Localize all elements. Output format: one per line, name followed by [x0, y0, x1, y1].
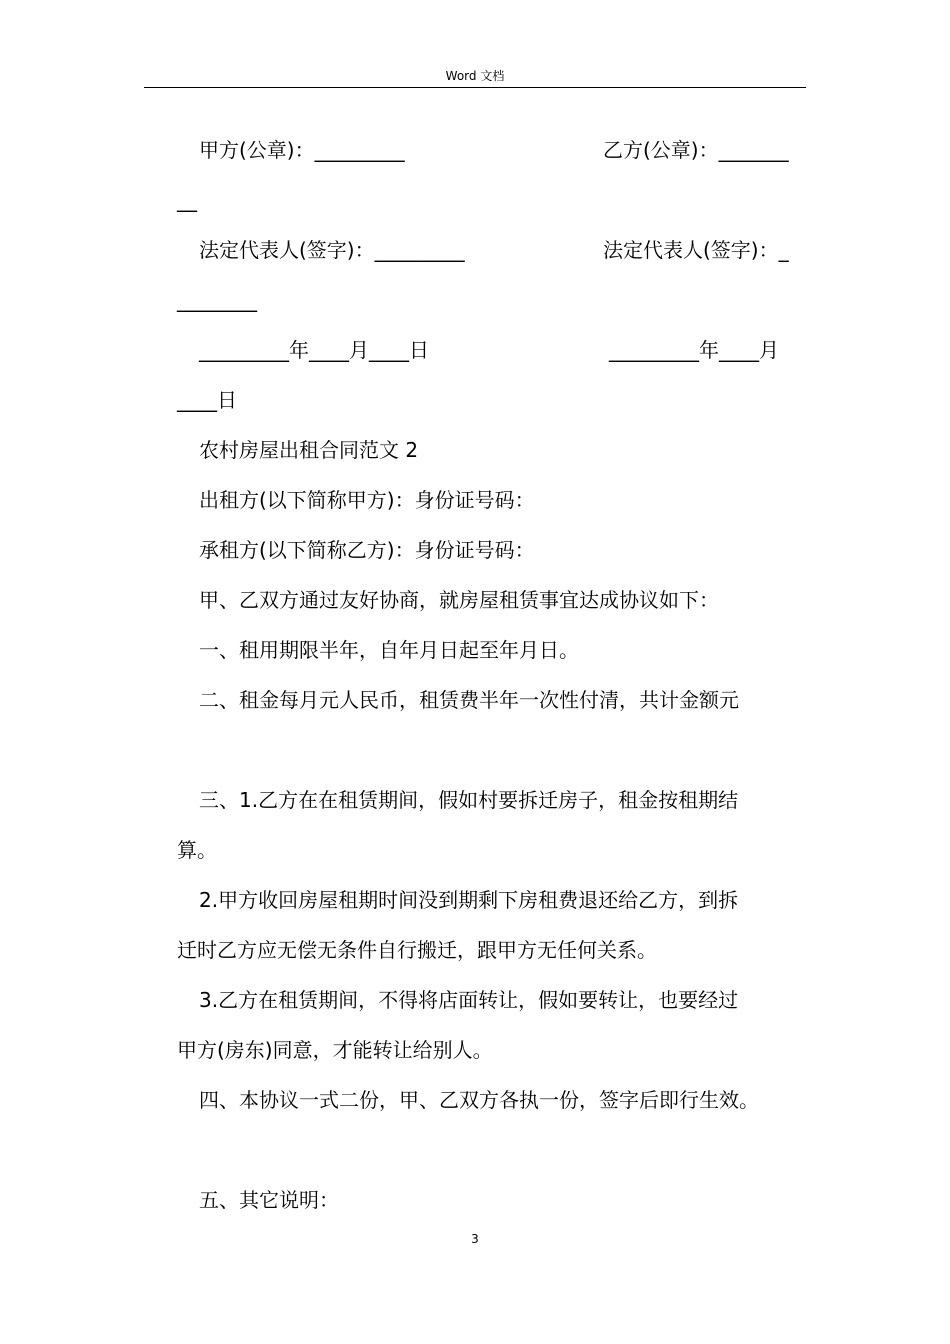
page-number: 3 [471, 1232, 479, 1246]
clause-3-2-continued: 迁时乙方应无偿无条件自行搬迁，跟甲方无任何关系。 [177, 938, 657, 962]
clause-1: 一、租用期限半年，自年月日起至年月日。 [199, 638, 579, 662]
clause-5: 五、其它说明： [199, 1188, 339, 1212]
signature-party-b: 乙方(公章)：_______ [603, 138, 789, 162]
signature-party-a: 甲方(公章)：_________ [199, 138, 405, 162]
date-b: _________年____月 [609, 338, 779, 362]
lessor-line: 出租方(以下简称甲方)：身份证号码： [199, 488, 535, 512]
clause-2: 二、租金每月元人民币，租赁费半年一次性付清，共计金额元 [199, 688, 739, 712]
clause-4: 四、本协议一式二份，甲、乙双方各执一份，签字后即行生效。 [199, 1088, 759, 1112]
lessee-line: 承租方(以下简称乙方)：身份证号码： [199, 538, 535, 562]
legal-rep-a: 法定代表人(签字)：_________ [199, 238, 465, 262]
clause-3-3-continued: 甲方(房东)同意，才能转让给别人。 [177, 1038, 493, 1062]
clause-3-2: 2.甲方收回房屋租期时间没到期剩下房租费退还给乙方，到拆 [199, 888, 739, 912]
page-header-title: Word 文档 [445, 69, 505, 83]
clause-3-1: 三、1.乙方在在租赁期间，假如村要拆迁房子，租金按租期结 [199, 788, 739, 812]
legal-rep-b-continued: ________ [177, 288, 257, 312]
section-title: 农村房屋出租合同范文 2 [199, 438, 419, 462]
clause-3-1-continued: 算。 [177, 838, 217, 862]
legal-rep-b: 法定代表人(签字)：_ [603, 238, 789, 262]
date-b-continued: ____日 [177, 388, 237, 412]
header-divider [144, 87, 806, 88]
clause-3-3: 3.乙方在租赁期间，不得将店面转让，假如要转让，也要经过 [199, 988, 739, 1012]
intro-paragraph: 甲、乙双方通过友好协商，就房屋租赁事宜达成协议如下： [199, 588, 719, 612]
signature-party-b-continued: __ [177, 188, 197, 212]
date-a: _________年____月____日 [199, 338, 429, 362]
